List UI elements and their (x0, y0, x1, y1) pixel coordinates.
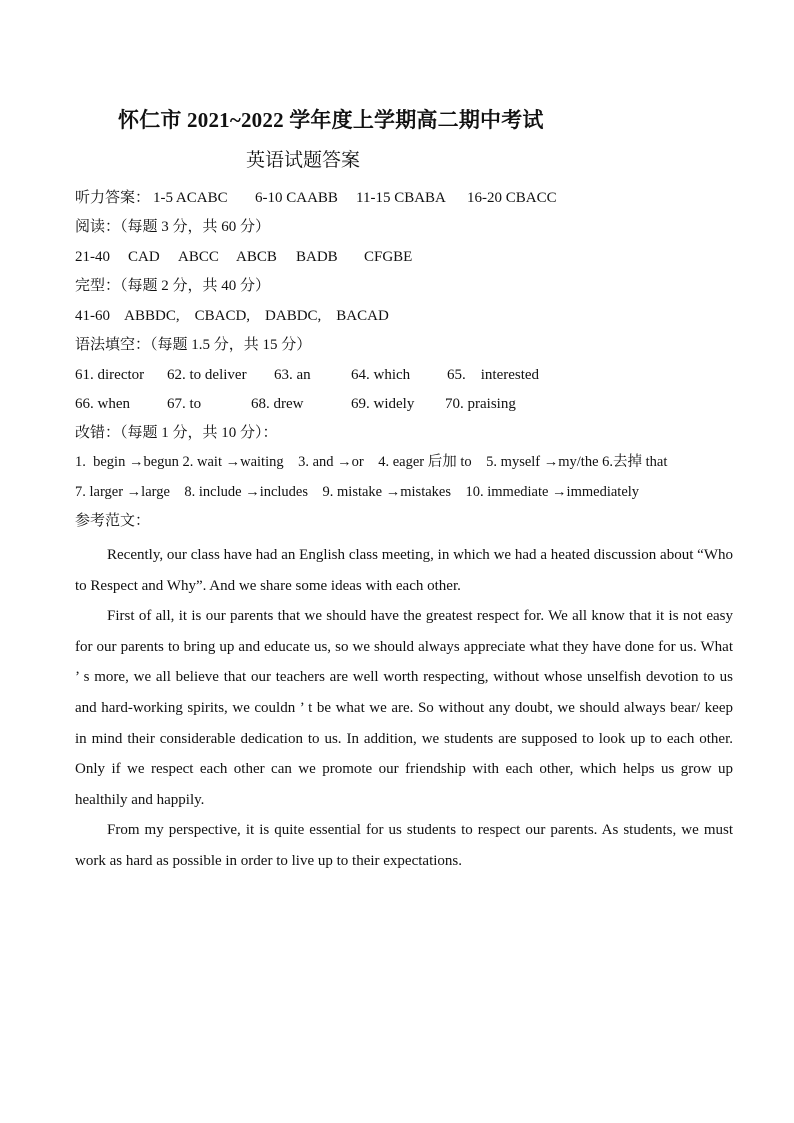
listening-group: 6-10 CAABB (255, 190, 338, 206)
correction-row: 1. begin →begun 2. wait →waiting 3. and →or 4. eager 后加 to 5. myself →my/the 6.去掉 that (75, 454, 668, 470)
correction-header: 改错：（每题 1 分，共 10 分）： (75, 425, 278, 441)
grammar-answer: 69. widely (351, 396, 415, 412)
reading-header: 阅读：（每题 3 分，共 60 分） (75, 219, 271, 235)
essay-paragraph: First of all, it is our parents that we should have the greatest respect for. We all know that it is not easy for our parents to bring up and educate us, so we should always appreciate what they have done for us. What ’ s more, we all believe that our teachers are well worth respecting, without whose unselfish devotion to us and hard-working spirits, we couldn ’ t be what we are. So without any doubt, we should always bear/ keep in mind their considerable dedication to us. In addition, we students are supposed to look up to each other. Only if we respect each other can we promote our friendship with each other, which helps us grow up healthily and happily. (75, 608, 733, 808)
grammar-answer: 64. which (351, 367, 411, 383)
reading-group: ABCC (178, 249, 219, 265)
essay-paragraph: From my perspective, it is quite essential for us students to respect our parents. As students, we must work as hard as possible in order to live up to their expectations. (75, 822, 733, 869)
listening-group: 1-5 ACABC (153, 190, 228, 206)
listening-group: 11-15 CBABA (356, 190, 446, 206)
cloze-header: 完型：（每题 2 分，共 40 分） (75, 278, 271, 294)
cloze-answers: 41-60 ABBDC, CBACD, DABDC, BACAD (75, 308, 389, 324)
grammar-answer: 67. to (167, 396, 202, 412)
grammar-answer: 63. an (274, 367, 311, 383)
listening-group: 16-20 CBACC (467, 190, 557, 206)
grammar-answer: 66. when (75, 396, 130, 412)
document-title: 怀仁市 2021~2022 学年度上学期高二期中考试 (118, 108, 544, 132)
listening-label: 听力答案： (75, 190, 151, 206)
grammar-header: 语法填空：（每题 1.5 分，共 15 分） (75, 337, 312, 353)
document-subtitle: 英语试题答案 (246, 150, 361, 171)
reading-group: BADB (296, 249, 338, 265)
grammar-answer: 62. to deliver (167, 367, 247, 383)
reading-group: CFGBE (364, 249, 413, 265)
grammar-answer: 68. drew (251, 396, 304, 412)
grammar-answer: 61. director (75, 367, 145, 383)
reading-group: ABCB (236, 249, 277, 265)
reading-range: 21-40 (75, 249, 110, 265)
essay-header: 参考范文： (75, 513, 151, 529)
model-essay (75, 540, 733, 877)
grammar-answer: 70. praising (445, 396, 516, 412)
grammar-answer: 65. interested (447, 367, 540, 383)
correction-row: 7. larger →large 8. include →includes 9. mistake →mistakes 10. immediate →immediately (75, 484, 640, 500)
essay-paragraph: Recently, our class have had an English class meeting, in which we had a heated discussion about “Who to Respect and Why”. And we share some ideas with each other. (75, 547, 733, 594)
reading-group: CAD (128, 249, 160, 265)
